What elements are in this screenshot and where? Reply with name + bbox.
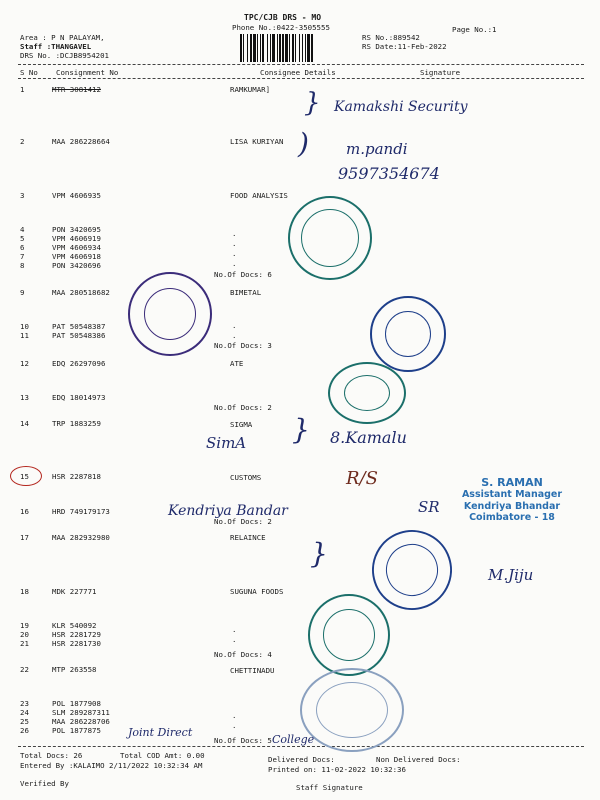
continuation-dot: . xyxy=(232,259,237,268)
continuation-dot: . xyxy=(232,331,237,340)
total-cod-amount: Total COD Amt: 0.00 xyxy=(120,751,205,760)
row-consignment: VPM 4606918 xyxy=(52,252,101,261)
row-consignment: TRP 1883259 xyxy=(52,419,101,428)
continuation-dot: . xyxy=(232,249,237,258)
row-sno: 2 xyxy=(20,137,25,146)
continuation-dot: . xyxy=(232,321,237,330)
docs-count: No.Of Docs: 3 xyxy=(214,341,272,350)
row-sno: 17 xyxy=(20,533,29,542)
row-consignment: EDQ 26297096 xyxy=(52,359,106,368)
continuation-dot: . xyxy=(232,635,237,644)
continuation-dot: . xyxy=(232,239,237,248)
barcode-bar xyxy=(262,34,264,62)
barcode-bar xyxy=(311,34,313,62)
row-consignment: HRD 749179173 xyxy=(52,507,110,516)
continuation-dot: . xyxy=(232,625,237,634)
barcode xyxy=(240,34,354,62)
sheet-title: TPC/CJB DRS - MO xyxy=(244,13,322,22)
row-sno: 11 xyxy=(20,331,29,340)
row-sno: 8 xyxy=(20,261,25,270)
rs-date: RS Date:11-Feb-2022 xyxy=(362,42,447,51)
row-consignment: MAA 280518682 xyxy=(52,288,110,297)
continuation-dot: . xyxy=(232,229,237,238)
barcode-bar xyxy=(279,34,281,62)
col-header-signature: Signature xyxy=(420,68,461,77)
row-sno: 25 xyxy=(20,717,29,726)
barcode-bar xyxy=(295,34,296,62)
row-sno: 19 xyxy=(20,621,29,630)
row-sno: 16 xyxy=(20,507,29,516)
col-header-consignment: Consignment No xyxy=(56,68,119,77)
staff-label: Staff :THANGAVEL xyxy=(20,42,92,51)
enterprises-seal xyxy=(328,362,406,424)
divider xyxy=(18,78,584,79)
row-consignee: RELAINCE xyxy=(230,533,266,542)
row-consignment: KLR 540092 xyxy=(52,621,97,630)
row-sno: 23 xyxy=(20,699,29,708)
row-consignment: PAT 50548386 xyxy=(52,331,106,340)
row-sno: 5 xyxy=(20,234,25,243)
row-consignee: ATE xyxy=(230,359,244,368)
row-consignment: HSR 2281730 xyxy=(52,639,101,648)
barcode-bar xyxy=(240,34,242,62)
docs-count: No.Of Docs: 2 xyxy=(214,403,272,412)
row-sno: 4 xyxy=(20,225,25,234)
non-delivered-docs: Non Delivered Docs: xyxy=(376,755,461,764)
row-consignee: LISA KURIYAN xyxy=(230,137,284,146)
delivered-docs: Delivered Docs: xyxy=(268,755,335,764)
col-header-consignee: Consignee Details xyxy=(260,68,336,77)
row-sno: 12 xyxy=(20,359,29,368)
row-consignee: RAMKUMAR] xyxy=(230,85,271,94)
stamp-city: Coimbatore - 18 xyxy=(469,511,555,523)
row-consignment: PON 3420695 xyxy=(52,225,101,234)
row-consignee: CHETTINADU xyxy=(230,666,275,675)
row-consignment: POL 1877908 xyxy=(52,699,101,708)
barcode-bar xyxy=(285,34,288,62)
row-consignment: VPM 4606934 xyxy=(52,243,101,252)
barcode-bar xyxy=(302,34,303,62)
handwritten-note: Joint Direct xyxy=(128,726,193,739)
row-consignment: HSR 2281729 xyxy=(52,630,101,639)
docs-count: No.Of Docs: 5 xyxy=(214,736,272,745)
row-consignee: BIMETAL xyxy=(230,288,262,297)
row-sno: 26 xyxy=(20,726,29,735)
handwritten-signature: Kendriya Bandar xyxy=(168,503,288,519)
row-sno: 21 xyxy=(20,639,29,648)
row-sno: 9 xyxy=(20,288,25,297)
barcode-bar xyxy=(247,34,248,62)
row-sno: 15 xyxy=(20,472,29,481)
divider xyxy=(18,64,584,65)
row-consignee: CUSTOMS xyxy=(230,473,262,482)
stamp-org: Kendriya Bhandar xyxy=(463,500,561,512)
handwritten-signature: Kamakshi Security xyxy=(334,99,468,115)
barcode-bar xyxy=(250,34,252,62)
row-consignment: SLM 289287311 xyxy=(52,708,110,717)
drs-number: DRS No. :DCJB8954201 xyxy=(20,51,109,60)
row-consignment: VPM 4606935 xyxy=(52,191,101,200)
row-consignment: MTP 263558 xyxy=(52,665,97,674)
row-consignee: SIGMA xyxy=(230,420,253,429)
entered-by: Entered By :KALAIMO 2/11/2022 10:32:34 AM xyxy=(20,761,203,770)
barcode-bar xyxy=(270,34,271,62)
row-consignment: MDK 227771 xyxy=(52,587,97,596)
continuation-dot: . xyxy=(232,721,237,730)
rs-number: RS No.:889542 xyxy=(362,33,420,42)
row-sno: 13 xyxy=(20,393,29,402)
barcode-bar xyxy=(292,34,294,62)
row-consignment: MAA 286228664 xyxy=(52,137,110,146)
barcode-bar xyxy=(305,34,306,62)
barcode-bar xyxy=(267,34,268,62)
row-sno: 6 xyxy=(20,243,25,252)
row-sno: 14 xyxy=(20,419,29,428)
phone-number: Phone No.:0422-3505555 xyxy=(232,23,330,32)
area-label: Area : P N PALAYAM, xyxy=(20,33,105,42)
row-sno: 10 xyxy=(20,322,29,331)
page-number: Page No.:1 xyxy=(452,25,497,34)
handwritten-phone: 9597354674 xyxy=(338,164,440,183)
handwritten-signature: SimA xyxy=(206,434,247,452)
handwritten-note: College xyxy=(272,733,315,746)
barcode-bar xyxy=(260,34,261,62)
barcode-bar xyxy=(243,34,244,62)
row-sno: 1 xyxy=(20,85,25,94)
row-sno: 20 xyxy=(20,630,29,639)
handwritten-signature: SR xyxy=(418,498,440,516)
row-sno: 24 xyxy=(20,708,29,717)
row-consignee: SUGUNA FOODS xyxy=(230,587,284,596)
handwritten-signature: M.Jiju xyxy=(488,566,534,584)
stamp-name: S. RAMAN xyxy=(481,476,543,489)
docs-count: No.Of Docs: 4 xyxy=(214,650,272,659)
chettinadu-seal xyxy=(300,668,404,752)
barcode-bar xyxy=(257,34,258,62)
docs-count: No.Of Docs: 6 xyxy=(214,270,272,279)
handwritten-brace: ) xyxy=(298,127,309,160)
divider xyxy=(18,746,584,747)
row-consignment: VPM 4606919 xyxy=(52,234,101,243)
row-sno: 22 xyxy=(20,665,29,674)
total-docs: Total Docs: 26 xyxy=(20,751,83,760)
row-consignment: POL 1877875 xyxy=(52,726,101,735)
stamp-title: Assistant Manager xyxy=(461,489,563,501)
handwritten-brace: } xyxy=(292,413,310,446)
barcode-bar xyxy=(277,34,278,62)
barcode-bar xyxy=(289,34,290,62)
row-consignment: MAA 286228706 xyxy=(52,717,110,726)
row-sno: 18 xyxy=(20,587,29,596)
row-consignee: FOOD ANALYSIS xyxy=(230,191,288,200)
handwritten-brace: } xyxy=(304,88,321,118)
row-sno: 3 xyxy=(20,191,25,200)
docs-count: No.Of Docs: 2 xyxy=(214,517,272,526)
handwritten-signature: m.pandi xyxy=(346,140,408,158)
company-seal xyxy=(370,296,446,372)
barcode-bar xyxy=(272,34,275,62)
verified-by: Verified By xyxy=(20,779,69,788)
handwritten-brace: } xyxy=(310,537,328,570)
barcode-bar xyxy=(253,34,256,62)
barcode-bar xyxy=(282,34,284,62)
company-seal xyxy=(308,594,390,676)
assistant-manager-stamp xyxy=(452,476,572,523)
handwritten-signature: 8.Kamalu xyxy=(330,428,407,447)
col-header-sno: S No xyxy=(20,68,38,77)
company-seal xyxy=(288,196,372,280)
barcode-bar xyxy=(299,34,300,62)
row-consignment: HSR 2287818 xyxy=(52,472,101,481)
bimetal-seal xyxy=(128,272,212,356)
row-consignment: EDQ 18014973 xyxy=(52,393,106,402)
row-consignment: PAT 50548387 xyxy=(52,322,106,331)
continuation-dot: . xyxy=(232,711,237,720)
row-sno: 7 xyxy=(20,252,25,261)
row-consignment: MTR 3081412 xyxy=(52,85,101,94)
row-consignment: PON 3420696 xyxy=(52,261,101,270)
barcode-bar xyxy=(307,34,310,62)
printed-on: Printed on: 11-02-2022 10:32:36 xyxy=(268,765,406,774)
handwritten-mark: R/S xyxy=(346,468,378,489)
staff-signature: Staff Signature xyxy=(296,783,363,792)
row-consignment: MAA 282932980 xyxy=(52,533,110,542)
